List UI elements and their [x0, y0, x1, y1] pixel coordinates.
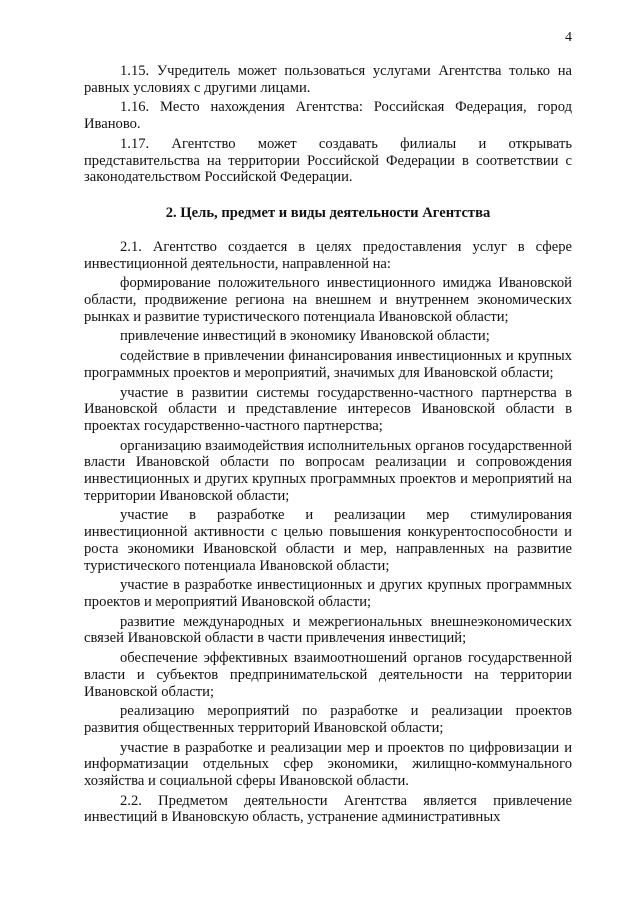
- list-item: привлечение инвестиций в экономику Ивановской области;: [120, 328, 490, 345]
- list-item: реализацию мероприятий по разработке и реализации проектов развития общественных территорий Ивановской области;: [84, 703, 572, 736]
- list-item: формирование положительного инвестиционного имиджа Ивановской области, продвижение региона на внешнем и внутреннем экономических рынках и развитие туристического потенциала Ивановской области;: [84, 275, 572, 325]
- paragraph-1-17: 1.17. Агентство может создавать филиалы и открывать представительства на территории Российской Федерации в соответствии с законодательством Российской Федерации.: [84, 135, 572, 186]
- paragraph-1-15: 1.15. Учредитель может пользоваться услугами Агентства только на равных условиях с другими лицами.: [84, 63, 572, 96]
- section-heading: 2. Цель, предмет и виды деятельности Агентства: [165, 204, 491, 221]
- list-item: развитие международных и межрегиональных внешнеэкономических связей Ивановской области в части привлечения инвестиций;: [84, 613, 572, 647]
- list-item: содействие в привлечении финансирования инвестиционных и крупных программных проектов и мероприятий, значимых для Ивановской области;: [84, 348, 572, 381]
- document-body: [84, 63, 572, 829]
- paragraph-2-1: 2.1. Агентство создается в целях предоставления услуг в сфере инвестиционной деятельности, направленной на:: [84, 238, 572, 272]
- list-item: обеспечение эффективных взаимоотношений органов государственной власти и субъектов предпринимательской деятельности на территории Ивановской области;: [84, 650, 572, 700]
- paragraph-1-16: 1.16. Место нахождения Агентства: Российская Федерация, город Иваново.: [84, 99, 572, 133]
- list-item: участие в разработке и реализации мер и проектов по цифровизации и информатизации отдельных сфер экономики, жилищно-коммунального хозяйства и социальной сферы Ивановской области.: [84, 739, 572, 790]
- list-item: участие в разработке инвестиционных и других крупных программных проектов и мероприятий Ивановской области;: [84, 577, 572, 610]
- paragraph-2-2: 2.2. Предметом деятельности Агентства является привлечение инвестиций в Ивановскую область, устранение административных: [84, 792, 572, 826]
- list-item: участие в развитии системы государственно-частного партнерства в Ивановской области и представление интересов Ивановской области в проектах государственно-частного партнерства;: [84, 384, 572, 434]
- page-number: 4: [565, 30, 572, 45]
- list-item: организацию взаимодействия исполнительных органов государственной власти Ивановской области по вопросам реализации и сопровождения инвестиционных и других крупных программных проектов и мероприятий на территории Ивановской области;: [84, 437, 572, 504]
- list-item: участие в разработке и реализации мер стимулирования инвестиционной активности с целью повышения конкурентоспособности и роста экономики Ивановской области и мер, направленных на развитие туристического потенциала Ивановской области;: [84, 507, 572, 574]
